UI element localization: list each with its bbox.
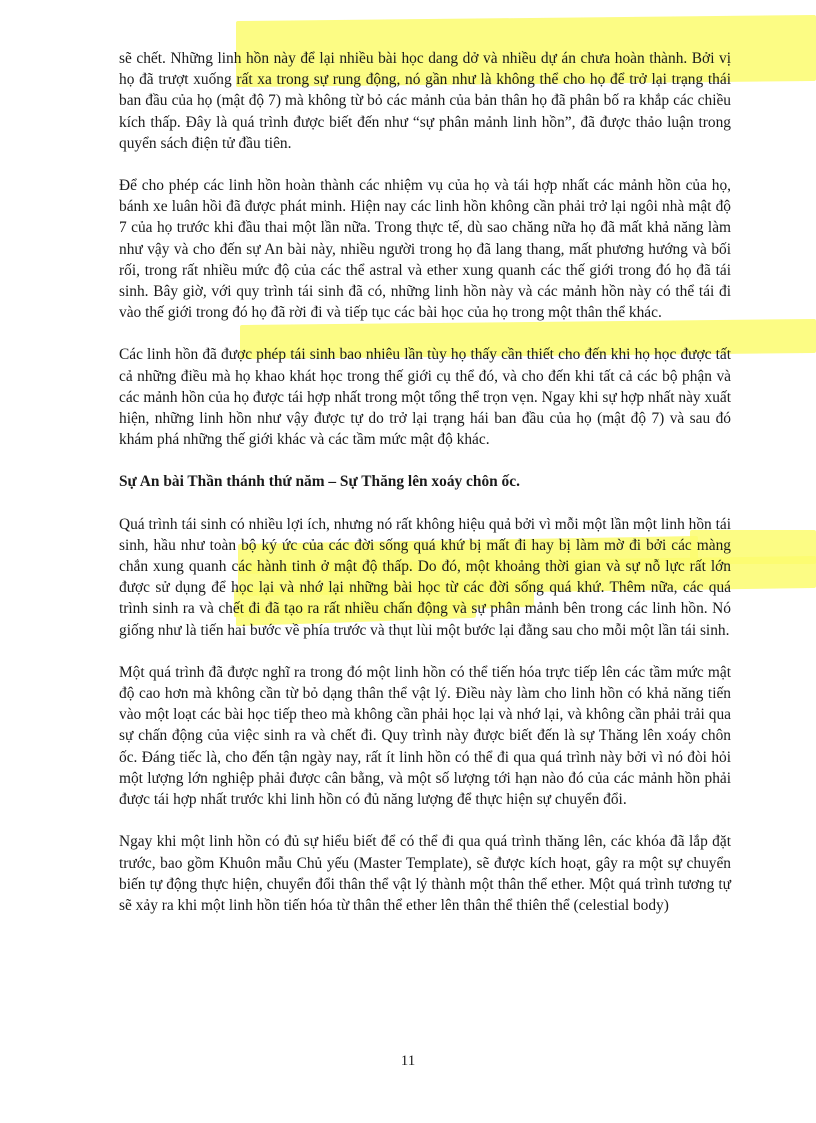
paragraph: Để cho phép các linh hồn hoàn thành các nhiệm vụ của họ và tái hợp nhất các mảnh hồn của họ, bánh xe luân hồi đã được phát minh. Hiện nay các linh hồn không cần phải trở lại ngôi nhà mật độ 7 của họ trước khi đầu thai một lần nữa. Trong thực tế, dù sao chăng nữa họ đã mất khả năng làm như vậy và cho đến sự An bài này, nhiều người trong họ đã lang thang, mất phương hướng và bối rối, trong rất nhiều mức độ của các thể astral và ether xung quanh các thế giới trong đó họ đã tái sinh. Bây giờ, với quy trình tái sinh đã có, những linh hồn này và các mảnh hồn này có thể tái đi vào thế giới trong đó họ đã rời đi và tiếp tục các bài học của họ trong một thân thể khác. bbox=[119, 177, 731, 322]
page-number: 11 bbox=[400, 1053, 416, 1069]
paragraph: Một quá trình đã được nghĩ ra trong đó một linh hồn có thể tiến hóa trực tiếp lên các tầm mức mật độ cao hơn mà không cần từ bỏ dạng thân thể vật lý. Điều này làm cho linh hồn có khả năng tiến vào một loạt các bài học tiếp theo mà không cần phải học lại và nhớ lại, và không cần phải trải qua sự chấn động của việc sinh ra và chết đi. Quy trình này được biết đến là sự Thăng lên xoáy chôn ốc. Đáng tiếc là, cho đến tận ngày nay, rất ít linh hồn có thể đi qua quá trình này bởi vì nó đòi hỏi một lượng lớn nghiệp phải được cân bằng, và một số lượng tới hạn nào đó của các mảnh hồn phải được tái hợp nhất trước khi linh hồn có đủ năng lượng để thực hiện sự chuyển đổi. bbox=[119, 663, 731, 809]
paragraph: Ngay khi một linh hồn có đủ sự hiểu biết để có thể đi qua quá trình thăng lên, các khóa đã lắp đặt trước, bao gồm Khuôn mẫu Chủ yếu (Master Template), sẽ được kích hoạt, gây ra một sự chuyển biến tự động thực hiện, chuyển đổi thân thể vật lý thành một thân thể ether. Một quá trình tương tự sẽ xảy ra khi một linh hồn tiến hóa từ thân thể ether lên thân thể thiên thể (celestial body) bbox=[119, 833, 731, 914]
paragraph: Các linh hồn đã được phép tái sinh bao nhiêu lần tùy họ thấy cần thiết cho đến khi họ học được tất cả những điều mà họ khao khát học trong thế giới cụ thể đó, và cho đến khi tất cả các bộ phận và các mảnh hồn của họ được tái hợp nhất trong một tổng thể trọn vẹn. Ngay khi sự hợp nhất này xuất hiện, những linh hồn như vậy được tự do trở lại trạng hái ban đầu của họ (mật độ 7) và sau đó khám phá những thế giới khác và các tầm mức mật độ khác. bbox=[119, 346, 731, 449]
paragraph: sẽ chết. Những linh hồn này để lại nhiều bài học dang dở và nhiều dự án chưa hoàn thành. Bởi vị họ đã trượt xuống rất xa trong sự rung động, nó gần như là không thể cho họ để trở lại trạng thái ban đầu của họ (mật độ 7) mà không từ bỏ các mảnh của bản thân họ đã phân bố ra khắp các chiều kích thấp. Đây là quá trình được biết đến như “sự phân mảnh linh hồn”, đã được thảo luận trong quyển sách điện tử đầu tiên. bbox=[119, 50, 731, 152]
section-heading: Sự An bài Thần thánh thứ năm – Sự Thăng lên xoáy chôn ốc. bbox=[119, 473, 520, 491]
paragraph: Quá trình tái sinh có nhiều lợi ích, nhưng nó rất không hiệu quả bởi vì mỗi một lần một linh hồn tái sinh, hầu như toàn bộ ký ức của các đời sống quá khứ bị mất đi hay bị làm mờ đi bởi các màng chắn xung quanh các hành tinh ở mật độ thấp. Do đó, một khoảng thời gian và sự nỗ lực rất lớn được sử dụng để học lại và nhớ lại những bài học từ các đời sống quá khứ. Thêm nữa, các quá trình sinh ra và chết đi đã tạo ra rất nhiều chấn động và sự phân mảnh bên trong các linh hồn. Nó giống như là tiến hai bước về phía trước và thụt lùi một bước lại đằng sau cho mỗi một lần tái sinh. bbox=[119, 515, 731, 639]
document-page bbox=[119, 48, 731, 937]
